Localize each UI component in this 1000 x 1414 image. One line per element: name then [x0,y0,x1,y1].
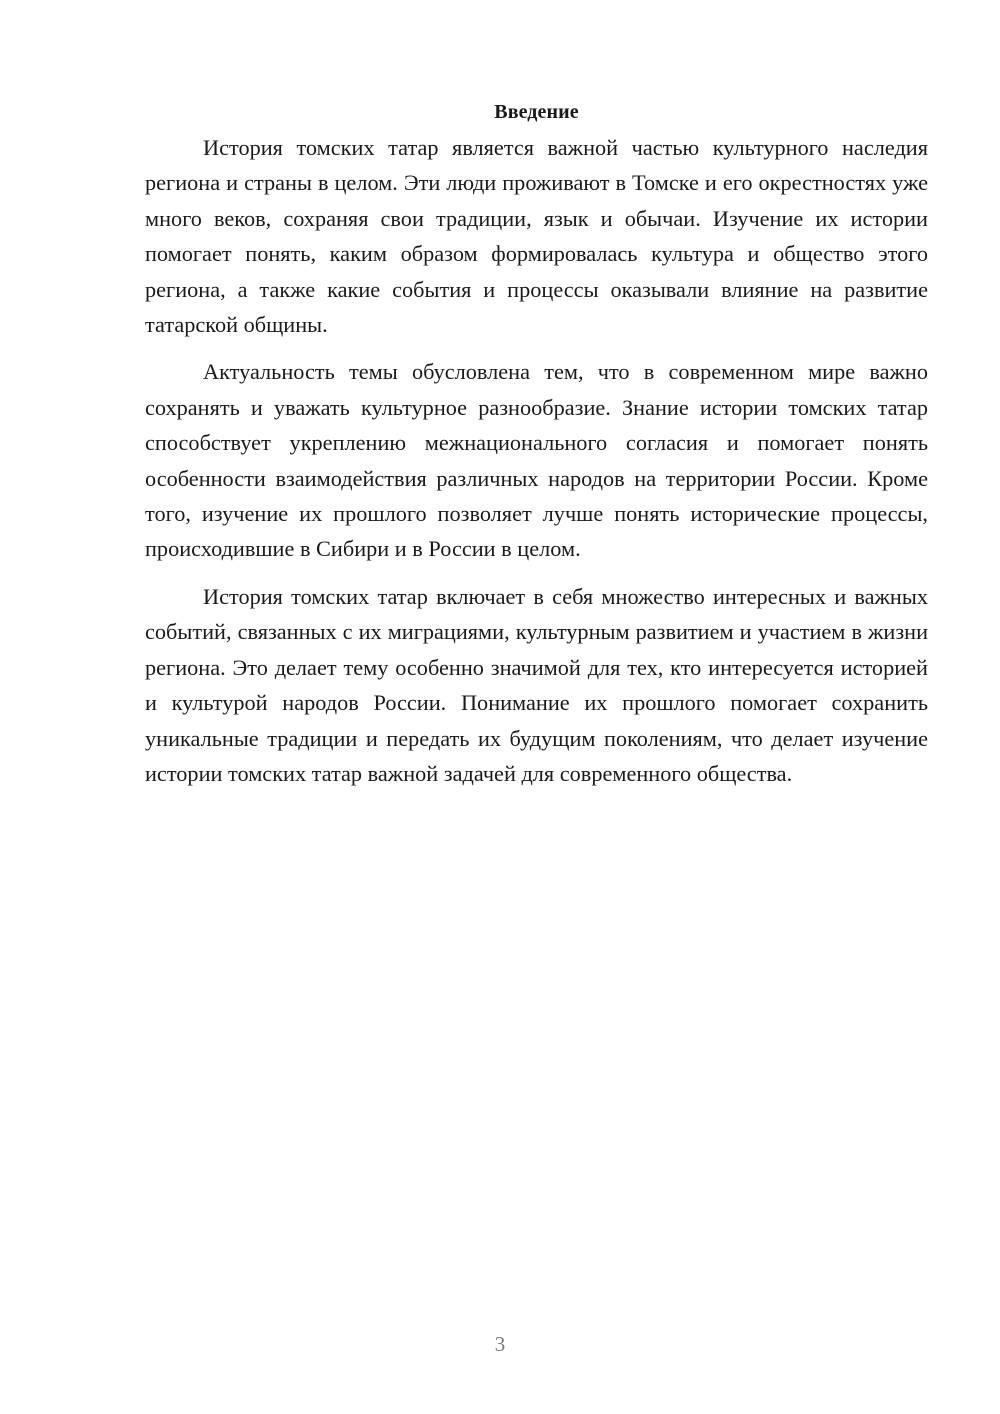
section-heading: Введение [494,101,579,123]
page-content [145,96,928,803]
paragraph-3: История томских татар включает в себя множество интересных и важных событий, связанных с их миграциями, культурным развитием и участием в жизни региона. Это делает тему особенно значимой для тех, кто интересуется историей и культурой народов России. Понимание их прошлого помогает сохранить уникальные традиции и передать их будущим поколениям, что делает изучение истории томских татар важной задачей для современного общества. [145,583,928,786]
paragraph-2: Актуальность темы обусловлена тем, что в современном мире важно сохранять и уважать культурное разнообразие. Знание истории томских татар способствует укреплению межнационального согласия и помогает понять особенности взаимодействия различных народов на территории России. Кроме того, изучение их прошлого позволяет лучше понять исторические процессы, происходившие в Сибири и в России в целом. [145,359,928,562]
page-number: 3 [494,1332,506,1356]
paragraph-1: История томских татар является важной частью культурного наследия региона и страны в целом. Эти люди проживают в Томске и его окрестностях уже много веков, сохраняя свои традиции, язык и обычаи. Изучение их истории помогает понять, каким образом формировалась культура и общество этого региона, а также какие события и процессы оказывали влияние на развитие татарской общины. [145,135,928,338]
